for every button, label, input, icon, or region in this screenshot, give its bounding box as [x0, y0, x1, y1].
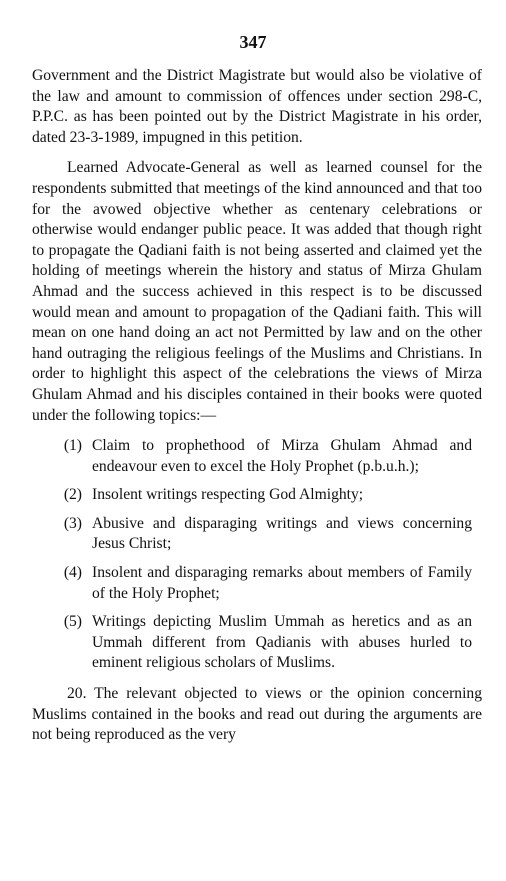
list-item-text: Abusive and disparaging writings and views concerning Jesus Christ;	[92, 514, 472, 553]
paragraph-continuation: Government and the District Magistrate but would also be violative of the law and amount to commission of offences under section 298-C, P.P.C. as has been pointed out by the District Magistrate in his order, dated 23-3-1989, impugned in this petition.	[32, 67, 482, 146]
list-item-text: Insolent writings respecting God Almighty;	[92, 486, 364, 504]
list-item-number: (3)	[63, 514, 82, 532]
paragraph-20: 20. The relevant objected to views or the opinion concerning Muslims contained in the books and read out during the arguments are not being reproduced as the very	[32, 685, 482, 744]
list-item-number: (4)	[63, 564, 82, 582]
topics-list	[32, 436, 482, 674]
list-item-text: Claim to prophethood of Mirza Ghulam Ahmad and endeavour even to excel the Holy Prophet (p.b.u.h.);	[92, 437, 472, 475]
page-number: 347	[239, 32, 267, 52]
list-item	[32, 514, 482, 555]
list-item-number: (5)	[63, 613, 82, 631]
list-item	[32, 563, 482, 604]
list-item	[32, 612, 482, 674]
list-item-text: Writings depicting Muslim Ummah as heretics and as an Ummah different from Qadianis with abuses hurled to eminent religious scholars of Muslims.	[92, 613, 472, 672]
list-item	[32, 436, 482, 477]
body-text	[32, 66, 482, 746]
list-item	[32, 485, 482, 506]
list-item-number: (2)	[63, 486, 82, 504]
list-item-number: (1)	[63, 437, 82, 455]
list-item-text: Insolent and disparaging remarks about members of Family of the Holy Prophet;	[92, 564, 472, 602]
paragraph-advocate-submission: Learned Advocate-General as well as learned counsel for the respondents submitted that meetings of the kind announced and that too for the avowed objective whether as centenary celebrations or otherwise would endanger public peace. It was added that though right to propagate the Qadiani faith is not being asserted and claimed yet the holding of meetings wherein the history and status of Mirza Ghulam Ahmad and the success achieved in this respect is to be discussed would mean and amount to propagation of the Qadiani faith. This will mean on one hand doing an act not Permitted by law and on the other hand outraging the religious feelings of the Muslims and Christians. In order to highlight this aspect of the celebrations the views of Mirza Ghulam Ahmad and his disciples contained in their books were quoted under the following topics:—	[32, 159, 482, 424]
